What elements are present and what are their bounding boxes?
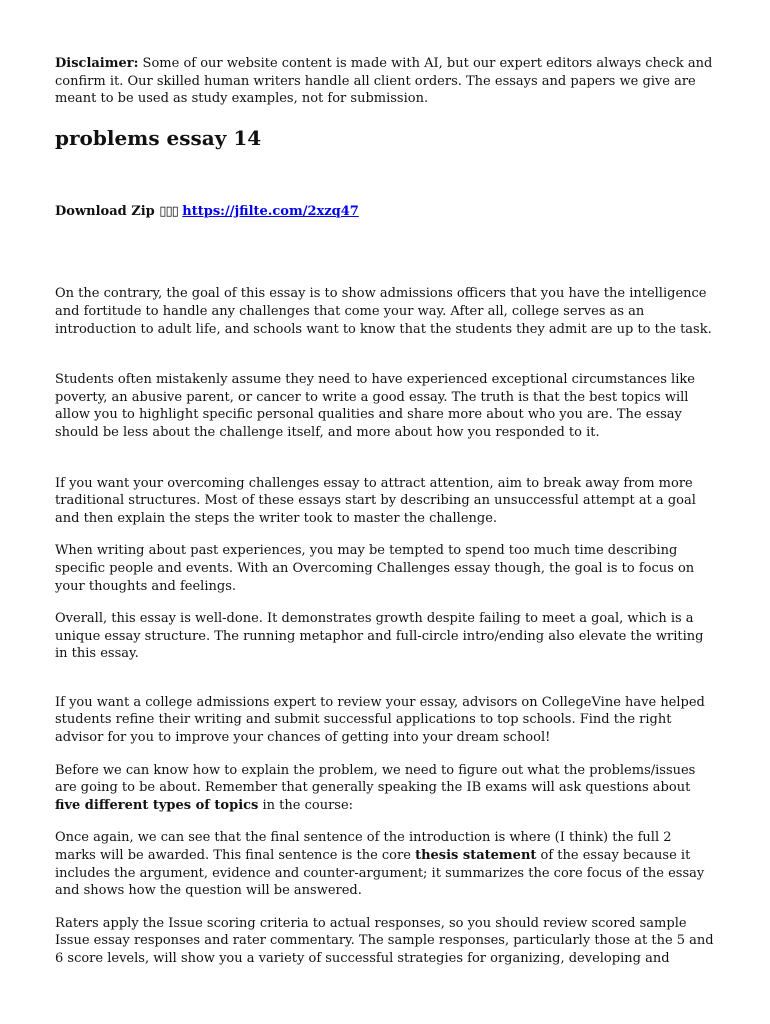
download-label: Download Zip bbox=[55, 203, 155, 219]
paragraph-3: If you want your overcoming challenges essay to attract attention, aim to break away from more traditional structures. Most of these essays start by describing an unsuccessful attempt at a goal and then explain the steps the writer took to master the challenge. bbox=[55, 475, 696, 526]
paragraph-7 bbox=[55, 762, 715, 815]
paragraph-8-bold: thesis statement bbox=[415, 848, 537, 864]
paragraph-9: Raters apply the Issue scoring criteria to actual responses, so you should review scored sample Issue essay responses and rater commentary. The sample responses, particularly those at the 5 and 6 score levels, will show you a variety of successful strategies for organizing, developing and bbox=[55, 915, 714, 966]
paragraph-8 bbox=[55, 829, 715, 899]
paragraph-2: Students often mistakenly assume they need to have experienced exceptional circumstances like poverty, an abusive parent, or cancer to write a good essay. The truth is that the best topics will allow you to highlight specific personal qualities and share more about who you are. The essay should be less about the challenge itself, and more about how you responded to it. bbox=[55, 372, 695, 440]
disclaimer-text: Some of our website content is made with AI, but our expert editors always check and confirm it. Our skilled human writers handle all client orders. The essays and papers we give are meant to be used as study examples, not for submission. bbox=[55, 56, 713, 107]
paragraph-4: When writing about past experiences, you may be tempted to spend too much time describing specific people and events. With an Overcoming Challenges essay though, the goal is to focus on your thoughts and feelings. bbox=[55, 543, 695, 594]
disclaimer-label: Disclaimer: bbox=[55, 56, 139, 71]
paragraph-7-text-before: Before we can know how to explain the problem, we need to figure out what the problems/issues are going to be about. Remember that generally speaking the IB exams will ask questions about bbox=[55, 762, 696, 796]
download-line bbox=[55, 203, 715, 221]
download-link[interactable]: https://jfilte.com/2xzq47 bbox=[182, 203, 359, 219]
paragraph-6: If you want a college admissions expert to review your essay, advisors on CollegeVine have helped students refine their writing and submit successful applications to top schools. Find the right advisor for you to improve your chances of getting into your dream school! bbox=[55, 694, 705, 746]
page-title: problems essay 14 bbox=[55, 125, 262, 150]
paragraph-1: On the contrary, the goal of this essay is to show admissions officers that you have the intelligence and fortitude to handle any challenges that come your way. After all, college serves as an introduction to adult life, and schools want to know that the students they admit are up to the task. bbox=[55, 286, 712, 337]
paragraph-5: Overall, this essay is well-done. It demonstrates growth despite failing to meet a goal, which is a unique essay structure. The running metaphor and full-circle intro/ending also elevate the writing in this essay. bbox=[55, 611, 704, 662]
disclaimer bbox=[55, 55, 715, 108]
paragraph-7-bold: five different types of topics bbox=[55, 797, 259, 813]
paragraph-7-text-after: in the course: bbox=[258, 797, 354, 813]
paragraph-8-text-before: Once again, we can see that the final sentence of the introduction is where (I think) the full 2 marks will be awarded. This final sentence is the core bbox=[55, 830, 672, 864]
missing-glyph-icons: ▯▯▯ bbox=[159, 203, 178, 219]
page-content bbox=[55, 55, 715, 968]
paragraph-8-text-after: of the essay because it includes the argument, evidence and counter-argument; it summarizes the core focus of the essay and shows how the question will be answered. bbox=[55, 848, 705, 899]
